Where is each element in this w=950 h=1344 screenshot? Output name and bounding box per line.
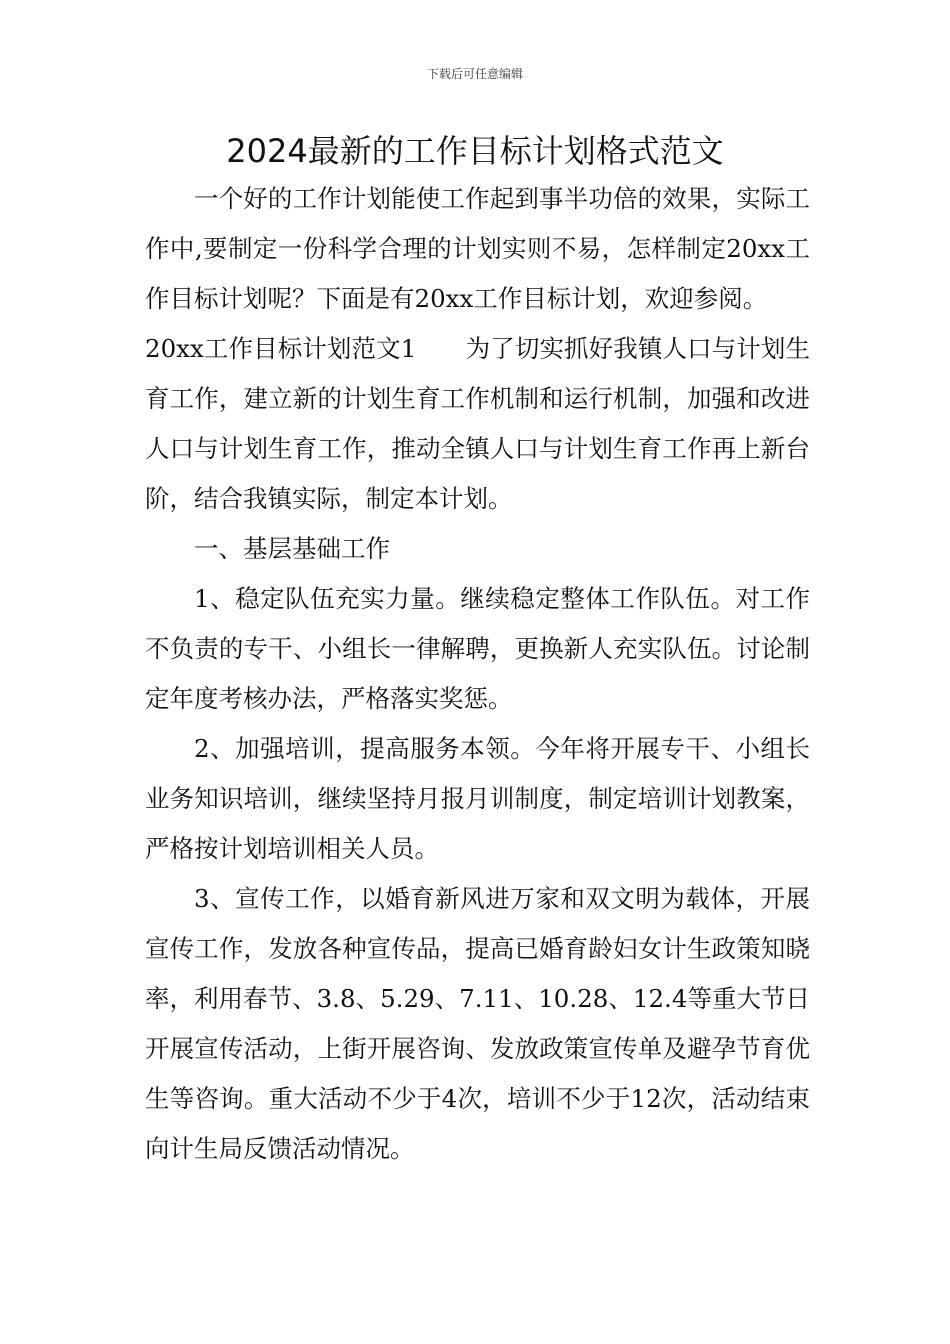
section-heading: 一、基层基础工作 — [194, 534, 390, 563]
document-body — [145, 174, 810, 1174]
paragraph-intro: 一个好的工作计划能使工作起到事半功倍的效果，实际工作中,要制定一份科学合理的计划实则不易，怎样制定20xx工作目标计划呢？下面是有20xx工作目标计划，欢迎参阅。 — [145, 184, 810, 313]
document-title: 2024最新的工作目标计划格式范文 — [226, 132, 724, 170]
paragraph-item-1: 1、稳定队伍充实力量。继续稳定整体工作队伍。对工作不负责的专干、小组长一律解聘，更换新人充实队伍。讨论制定年度考核办法，严格落实奖惩。 — [145, 584, 810, 713]
paragraph-item-2: 2、加强培训，提高服务本领。今年将开展专干、小组长业务知识培训，继续坚持月报月训制度，制定培训计划教案，严格按计划培训相关人员。 — [145, 734, 810, 863]
paragraph-plan-1: 20xx工作目标计划范文1 为了切实抓好我镇人口与计划生育工作，建立新的计划生育工作机制和运行机制，加强和改进人口与计划生育工作，推动全镇人口与计划生育工作再上新台阶，结合我镇实际，制定本计划。 — [145, 334, 810, 513]
paragraph-item-3: 3、宣传工作，以婚育新风进万家和双文明为载体，开展宣传工作，发放各种宣传品，提高已婚育龄妇女计生政策知晓率，利用春节、3.8、5.29、7.11、10.28、12.4等重大节日开展宣传活动，上街开展咨询、发放政策宣传单及避孕节育优生等咨询。重大活动不少于4次，培训不少于12次，活动结束向计生局反馈活动情况。 — [145, 884, 810, 1163]
page-header: 下载后可任意编辑 — [426, 67, 523, 81]
